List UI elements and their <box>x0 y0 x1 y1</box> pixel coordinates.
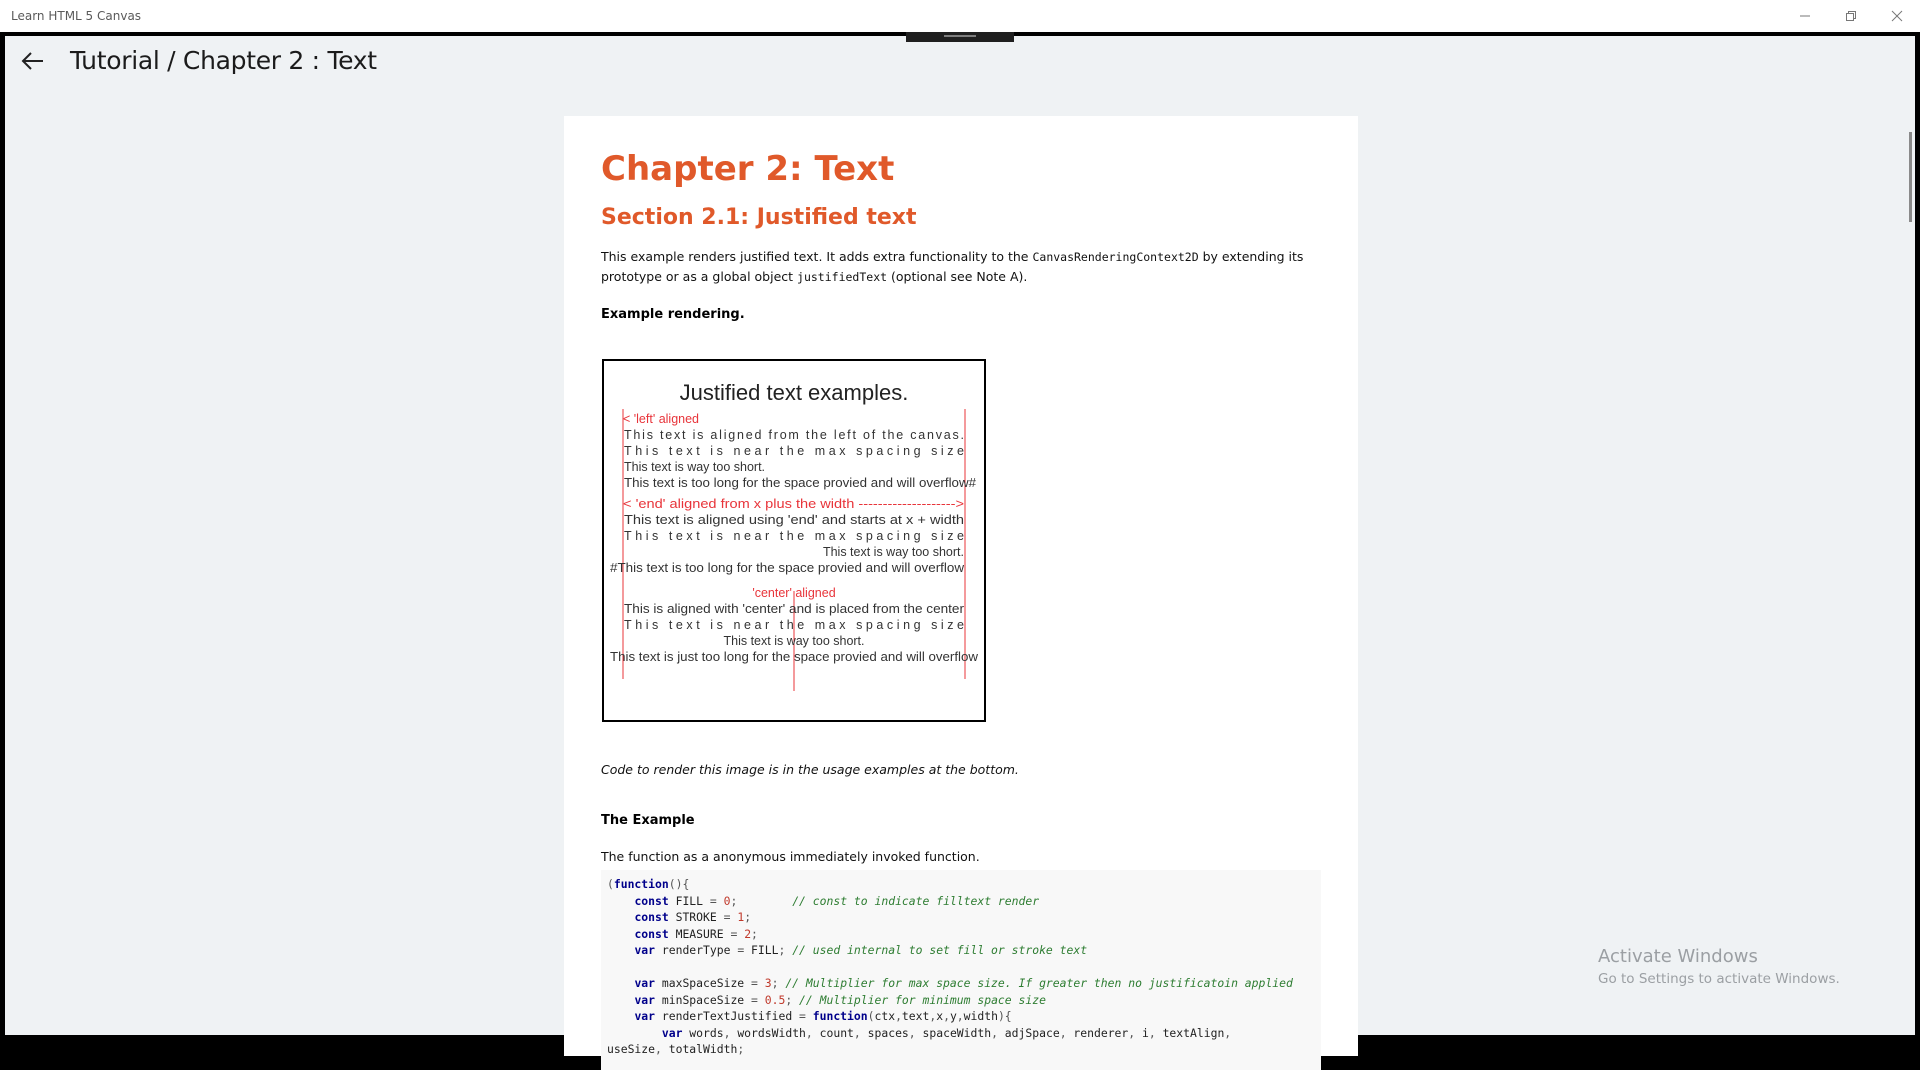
code-line: const MEASURE = 2; <box>634 926 758 941</box>
activation-watermark <box>1598 946 1840 987</box>
intro-text-1: This example renders justified text. It adds extra functionality to the <box>601 249 1033 264</box>
end-line-4: #This text is too long for the space provied and will overflow <box>610 561 966 575</box>
figure-caption: Code to render this image is in the usage examples at the bottom. <box>601 762 1019 777</box>
code-line <box>607 959 1315 976</box>
end-aligned-label: < 'end' aligned from x plus the width --------------------> <box>623 497 964 511</box>
intro-paragraph <box>601 247 1321 287</box>
back-button[interactable] <box>15 46 51 76</box>
end-line-3: This text is way too short. <box>822 545 964 559</box>
arrow-left-icon <box>21 51 45 71</box>
code-line: const STROKE = 1; <box>634 910 752 924</box>
function-description: The function as a anonymous immediately invoked function. <box>601 849 980 864</box>
close-icon <box>1891 10 1903 22</box>
minimize-button[interactable] <box>1782 0 1828 32</box>
app-content <box>5 36 1915 1056</box>
figure-canvas <box>604 361 984 720</box>
code-line: var maxSpaceSize = 3; // Multiplier for max space size. If greater then no justificatoin applied <box>634 976 1293 990</box>
left-line-3: This text is way too short. <box>624 460 766 474</box>
center-line-4: This text is just too long for the space provied and will overflow <box>610 650 980 664</box>
code-block[interactable] <box>601 870 1321 1070</box>
chapter-heading: Chapter 2: Text <box>601 149 895 189</box>
code-line: var words, wordsWidth, count, spaces, spaceWidth, adjSpace, renderer, i, textAlign, <box>661 1025 1232 1040</box>
restore-button[interactable] <box>1828 0 1874 32</box>
document-page[interactable] <box>564 116 1358 1056</box>
window-drag-handle[interactable] <box>906 32 1014 42</box>
code-line: var renderType = FILL; // used internal to set fill or stroke text <box>634 943 1088 957</box>
center-line-3: This text is way too short. <box>723 634 865 648</box>
end-line-2: This text is near the max spacing size <box>624 529 964 543</box>
section-heading: Section 2.1: Justified text <box>601 205 917 230</box>
intro-text-2: by extending its prototype or as a global object <box>601 249 1304 284</box>
end-line-1: This text is aligned using 'end' and starts at x + width <box>624 513 965 527</box>
figure-title: Justified text examples. <box>679 380 909 405</box>
example-rendering-label: Example rendering. <box>601 307 745 322</box>
code-line: var renderTextJustified = function(ctx,text,x,y,width){ <box>634 1009 1012 1023</box>
code-line: useSize, totalWidth; <box>607 1042 745 1056</box>
center-line-1: This is aligned with 'center' and is placed from the center <box>624 602 964 616</box>
title-bar[interactable] <box>0 0 1920 32</box>
vertical-scrollbar[interactable] <box>1909 132 1912 222</box>
code-line: (function(){ <box>607 877 690 891</box>
left-aligned-label: < 'left' aligned <box>623 412 700 426</box>
the-example-label: The Example <box>601 813 695 828</box>
intro-code-1: CanvasRenderingContext2D <box>1032 250 1199 264</box>
page-header <box>5 36 1915 86</box>
page-title: Tutorial / Chapter 2 : Text <box>70 46 377 75</box>
minimize-icon <box>1799 10 1811 22</box>
left-line-2: This text is near the max spacing size <box>624 444 964 458</box>
code-line: var minSpaceSize = 0.5; // Multiplier for minimum space size <box>634 992 1046 1007</box>
watermark-line-1: Activate Windows <box>1598 946 1758 967</box>
left-line-4: This text is too long for the space provied and will overflow# <box>624 476 977 490</box>
center-aligned-label: 'center' aligned <box>752 586 836 600</box>
intro-code-2: justifiedText <box>797 270 888 284</box>
close-button[interactable] <box>1874 0 1920 32</box>
left-line-1: This text is aligned from the left of the canvas. <box>624 428 964 442</box>
restore-icon <box>1845 10 1857 22</box>
app-title: Learn HTML 5 Canvas <box>11 9 142 23</box>
example-rendering-figure <box>602 359 986 722</box>
intro-text-3: (optional see Note A). <box>887 269 1028 284</box>
watermark-line-2: Go to Settings to activate Windows. <box>1598 971 1840 987</box>
center-line-2: This text is near the max spacing size <box>624 618 964 632</box>
code-line: const FILL = 0; // const to indicate filltext render <box>634 893 1040 908</box>
